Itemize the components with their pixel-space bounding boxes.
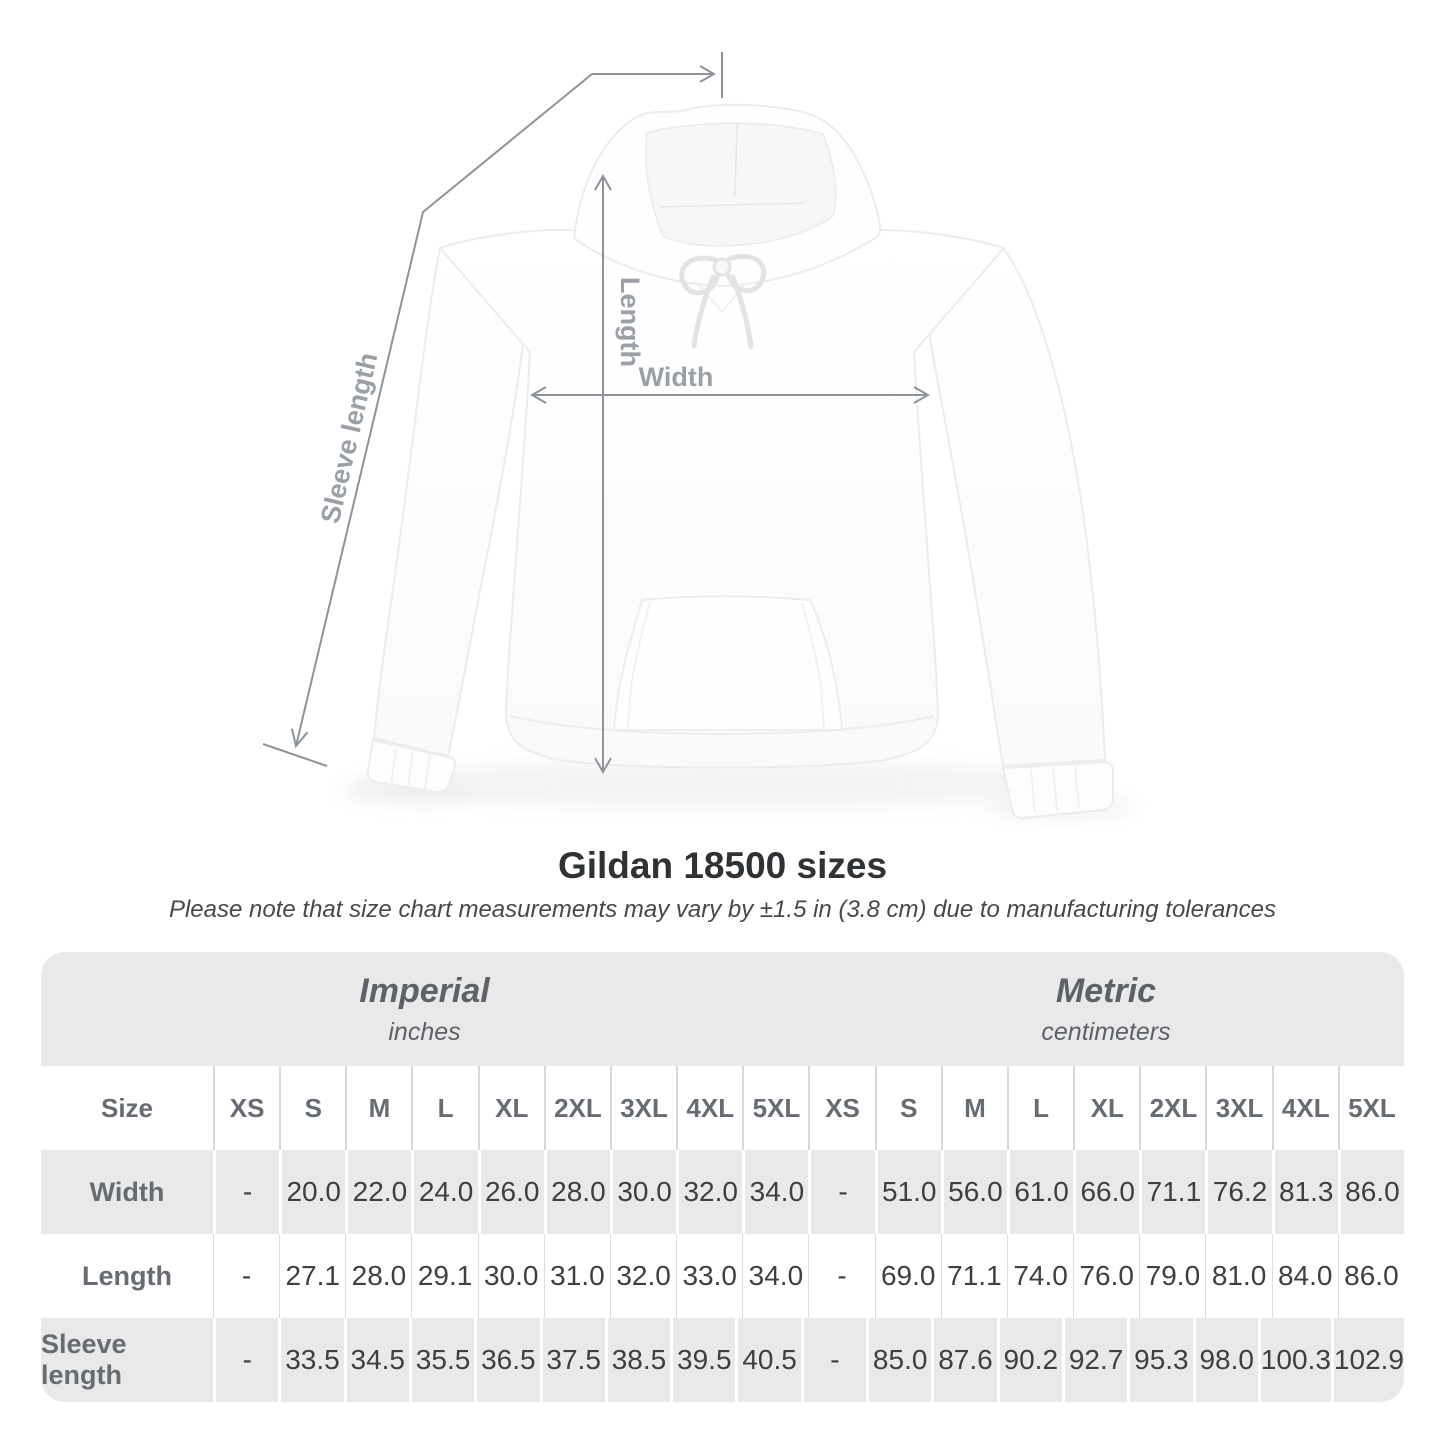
size-column-header: XL: [1073, 1066, 1139, 1150]
metric-value: 86.0: [1338, 1234, 1404, 1318]
unit-band: [41, 952, 1404, 1066]
imperial-value: 32.0: [676, 1150, 742, 1234]
imperial-unit: inches: [388, 1017, 461, 1046]
metric-value: 85.0: [866, 1318, 931, 1402]
imperial-value: 31.0: [544, 1234, 610, 1318]
size-column-header: 2XL: [1139, 1066, 1205, 1150]
size-column-header: XS: [808, 1066, 874, 1150]
imperial-value: -: [213, 1318, 278, 1402]
metric-value: 98.0: [1193, 1318, 1258, 1402]
imperial-value: -: [213, 1234, 279, 1318]
size-header-row: [41, 1066, 1404, 1150]
measurement-row: [41, 1150, 1404, 1234]
size-column-header: L: [411, 1066, 477, 1150]
measurement-row: [41, 1318, 1404, 1402]
metric-value: 71.1: [1139, 1150, 1205, 1234]
imperial-value: 36.5: [474, 1318, 539, 1402]
imperial-value: 28.0: [345, 1234, 411, 1318]
size-column-header: XS: [213, 1066, 279, 1150]
size-column-header: S: [279, 1066, 345, 1150]
imperial-section-header: [41, 952, 808, 1066]
row-label: Width: [89, 1176, 165, 1207]
imperial-value: 34.0: [742, 1150, 808, 1234]
width-label: Width: [638, 362, 714, 392]
metric-value: 81.3: [1272, 1150, 1338, 1234]
size-column-header: S: [875, 1066, 941, 1150]
size-column-header: 4XL: [1272, 1066, 1338, 1150]
metric-unit: centimeters: [1041, 1017, 1171, 1046]
imperial-value: 34.0: [742, 1234, 808, 1318]
metric-value: 87.6: [931, 1318, 996, 1402]
metric-value: 69.0: [875, 1234, 941, 1318]
row-label: Sleeve length: [41, 1329, 127, 1391]
tolerance-note: Please note that size chart measurements may vary by ±1.5 in (3.8 cm) due to manufacturing tolerances: [168, 895, 1277, 923]
metric-value: 56.0: [941, 1150, 1007, 1234]
hoodie-illustration: [368, 105, 1113, 818]
size-column-header: 5XL: [742, 1066, 808, 1150]
metric-value: 61.0: [1007, 1150, 1073, 1234]
kangaroo-pocket: [614, 596, 842, 730]
sleeve-length-label: Sleeve length: [315, 349, 384, 527]
metric-label: Metric: [1055, 971, 1157, 1010]
hood-interior: [646, 123, 836, 246]
size-column-header: XL: [478, 1066, 544, 1150]
size-column-header: 5XL: [1338, 1066, 1404, 1150]
size-column-header: M: [941, 1066, 1007, 1150]
metric-value: 95.3: [1127, 1318, 1192, 1402]
imperial-value: 34.5: [344, 1318, 409, 1402]
right-sleeve: [929, 245, 1105, 766]
imperial-value: 33.5: [278, 1318, 343, 1402]
size-column-header: L: [1007, 1066, 1073, 1150]
metric-value: 74.0: [1007, 1234, 1073, 1318]
imperial-value: 28.0: [544, 1150, 610, 1234]
metric-value: 102.9: [1331, 1318, 1404, 1402]
metric-value: 76.2: [1205, 1150, 1271, 1234]
drawstring-knot: [714, 259, 730, 275]
imperial-value: 33.0: [676, 1234, 742, 1318]
metric-value: 79.0: [1139, 1234, 1205, 1318]
metric-value: 100.3: [1258, 1318, 1331, 1402]
imperial-value: 30.0: [610, 1150, 676, 1234]
imperial-value: 38.5: [605, 1318, 670, 1402]
imperial-value: 37.5: [540, 1318, 605, 1402]
metric-value: 76.0: [1073, 1234, 1139, 1318]
metric-value: -: [808, 1150, 874, 1234]
metric-value: 90.2: [997, 1318, 1062, 1402]
size-corner-label: Size: [100, 1092, 154, 1123]
metric-section-header: [808, 952, 1404, 1066]
imperial-value: 27.1: [279, 1234, 345, 1318]
length-label: Length: [615, 277, 645, 367]
imperial-value: 29.1: [411, 1234, 477, 1318]
size-column-header: 4XL: [676, 1066, 742, 1150]
imperial-value: 40.5: [735, 1318, 800, 1402]
imperial-value: 22.0: [345, 1150, 411, 1234]
imperial-value: 35.5: [409, 1318, 474, 1402]
imperial-value: 20.0: [279, 1150, 345, 1234]
imperial-value: -: [213, 1150, 279, 1234]
size-column-header: 2XL: [544, 1066, 610, 1150]
imperial-value: 32.0: [610, 1234, 676, 1318]
size-column-header: 3XL: [610, 1066, 676, 1150]
size-column-header: M: [345, 1066, 411, 1150]
size-chart: [41, 952, 1404, 1402]
metric-value: 92.7: [1062, 1318, 1127, 1402]
imperial-value: 39.5: [670, 1318, 735, 1402]
metric-value: 71.1: [941, 1234, 1007, 1318]
page-title: Gildan 18500 sizes: [557, 845, 888, 886]
metric-value: 66.0: [1073, 1150, 1139, 1234]
right-cuff: [1003, 762, 1113, 818]
size-column-header: 3XL: [1205, 1066, 1271, 1150]
measurement-row: [41, 1234, 1404, 1318]
imperial-label: Imperial: [359, 971, 490, 1010]
metric-value: 81.0: [1205, 1234, 1271, 1318]
imperial-value: 26.0: [478, 1150, 544, 1234]
cuff-reference-tick: [263, 744, 327, 766]
imperial-value: 24.0: [411, 1150, 477, 1234]
row-label: Length: [82, 1260, 172, 1291]
metric-value: 84.0: [1272, 1234, 1338, 1318]
metric-value: 51.0: [875, 1150, 941, 1234]
metric-value: -: [801, 1318, 866, 1402]
metric-value: -: [808, 1234, 874, 1318]
size-chart-body: [41, 1066, 1404, 1402]
metric-value: 86.0: [1338, 1150, 1404, 1234]
imperial-value: 30.0: [478, 1234, 544, 1318]
heading: [0, 846, 1445, 923]
